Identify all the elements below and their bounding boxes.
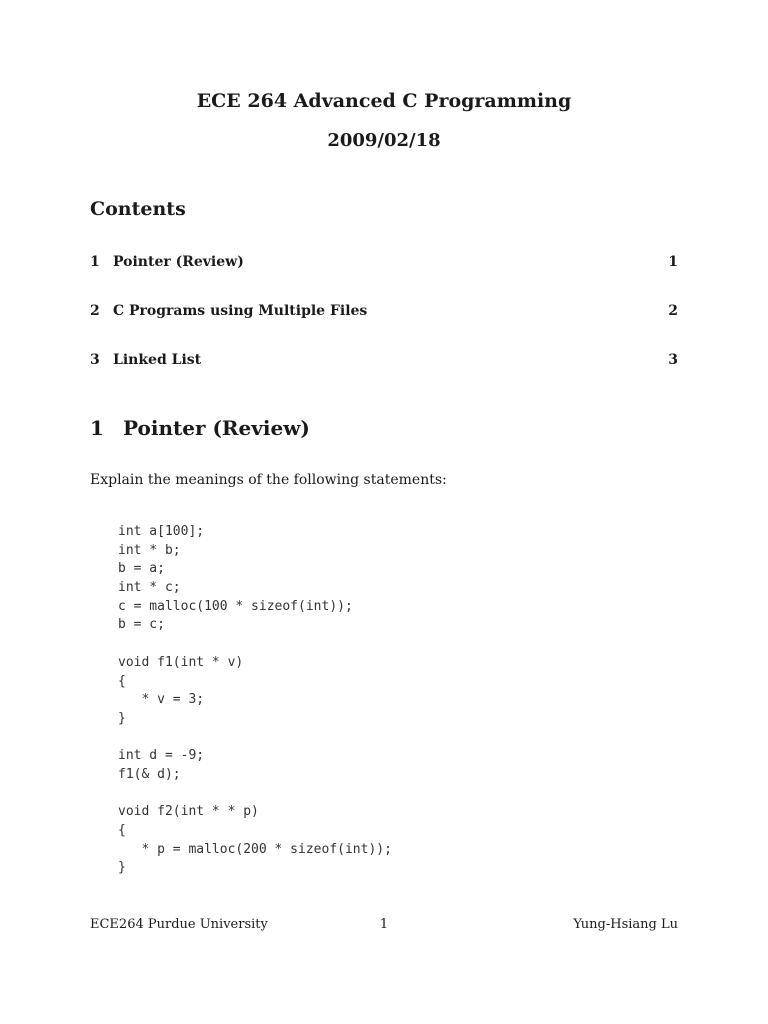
toc-entry[interactable] — [90, 352, 678, 372]
section-title: Pointer (Review) — [123, 416, 310, 440]
code-line — [118, 729, 392, 748]
code-line — [118, 635, 392, 654]
footer-left-text: ECE264 Purdue University — [90, 917, 268, 932]
toc-entry-number: 2 — [90, 303, 100, 319]
code-line: int * b; — [118, 542, 181, 558]
section-number: 1 — [90, 416, 104, 440]
section-intro-text: Explain the meanings of the following statements: — [90, 472, 447, 488]
code-line: } — [118, 860, 126, 876]
toc-entry-title: Linked List — [113, 352, 202, 368]
toc-entry[interactable] — [90, 254, 678, 274]
toc-entry[interactable] — [90, 303, 678, 323]
toc-entry-number: 3 — [90, 352, 100, 368]
toc-entry-page: 3 — [668, 352, 678, 368]
code-line: int d = -9; — [118, 748, 205, 764]
code-line: } — [118, 710, 126, 726]
toc-entry-number: 1 — [90, 254, 100, 270]
code-line: { — [118, 673, 126, 689]
code-line: void f1(int * v) — [118, 654, 244, 670]
code-line: void f2(int * * p) — [118, 804, 259, 820]
code-line — [118, 785, 392, 804]
code-line: b = a; — [118, 561, 165, 577]
code-line: int * c; — [118, 580, 181, 596]
contents-heading: Contents — [90, 198, 186, 220]
code-line: * v = 3; — [118, 692, 205, 708]
footer-author: Yung-Hsiang Lu — [573, 917, 678, 932]
document-title: ECE 264 Advanced C Programming — [196, 90, 572, 112]
code-listing — [118, 523, 392, 878]
code-line: * p = malloc(200 * sizeof(int)); — [118, 841, 392, 857]
toc-entry-page: 1 — [668, 254, 678, 270]
toc-entry-page: 2 — [668, 303, 678, 319]
code-line: f1(& d); — [118, 766, 181, 782]
toc-entry-title: Pointer (Review) — [113, 254, 244, 270]
code-line: { — [118, 823, 126, 838]
document-date: 2009/02/18 — [327, 130, 441, 151]
code-line: c = malloc(100 * sizeof(int)); — [118, 598, 353, 614]
code-line: b = c; — [118, 617, 165, 633]
section-heading — [90, 416, 310, 440]
footer-page-number: 1 — [379, 917, 389, 932]
toc-entry-title: C Programs using Multiple Files — [113, 303, 368, 319]
code-line: int a[100]; — [118, 524, 205, 539]
